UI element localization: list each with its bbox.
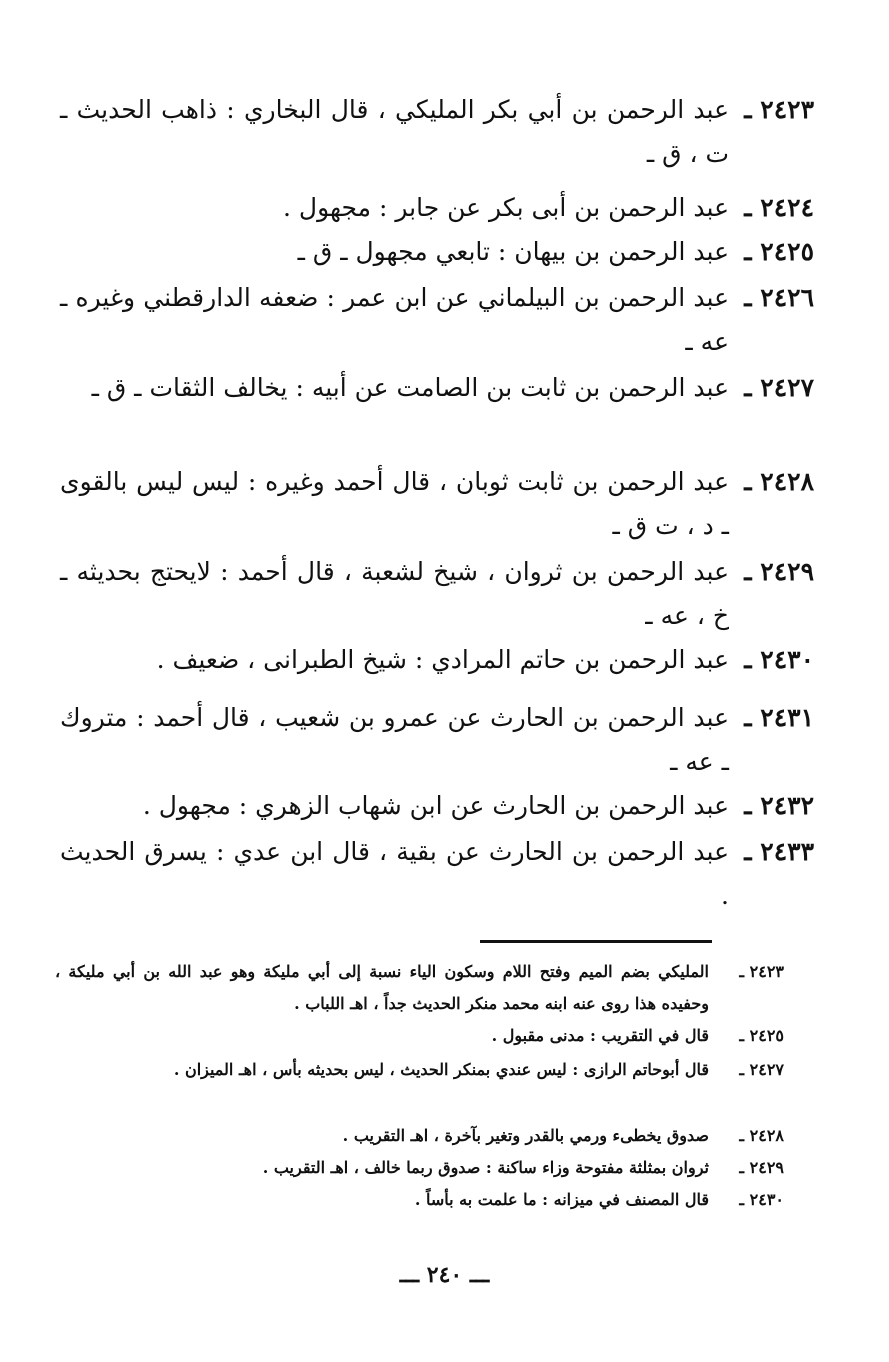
- footnote-separator: [480, 940, 712, 943]
- entry-text: عبد الرحمن بن ثروان ، شيخ لشعبة ، قال أحمد : لايحتج بحديثه ـ خ ، عه ـ: [60, 557, 729, 630]
- footnote-2428: [55, 1120, 784, 1152]
- entry-number: ٢٤٣٠ ـ: [744, 645, 814, 674]
- entry-2428: [60, 460, 814, 548]
- entry-number: ٢٤٣١ ـ: [744, 703, 814, 732]
- footnote-2427: [55, 1054, 784, 1086]
- entry-2429: [60, 550, 814, 638]
- entry-2423: [60, 88, 814, 176]
- entry-number: ٢٤٢٦ ـ: [744, 283, 814, 312]
- entry-text: عبد الرحمن بن الحارث عن بقية ، قال ابن عدي : يسرق الحديث .: [60, 837, 729, 910]
- entry-2425: [60, 230, 814, 274]
- entry-text: عبد الرحمن بن حاتم المرادي : شيخ الطبرانى ، ضعيف .: [156, 645, 729, 674]
- footnote-number: ٢٤٣٠ ـ: [739, 1190, 784, 1209]
- footnote-text: المليكي بضم الميم وفتح اللام وسكون الياء نسبة إلى أبي مليكة وهو عبد الله بن أبي مليكة ، وحفيده هذا روى عنه ابنه محمد منكر الحديث جداً ، اهـ اللباب .: [55, 962, 710, 1013]
- footnote-number: ٢٤٢٩ ـ: [739, 1158, 784, 1177]
- entry-2431: [60, 696, 814, 784]
- entry-text: عبد الرحمن بن البيلماني عن ابن عمر : ضعفه الدارقطني وغيره ـ عه ـ: [60, 283, 729, 356]
- entry-number: ٢٤٢٥ ـ: [744, 237, 814, 266]
- entry-number: ٢٤٣٢ ـ: [744, 791, 814, 820]
- entry-2430: [60, 638, 814, 682]
- entry-number: ٢٤٢٩ ـ: [744, 557, 814, 586]
- footnote-text: قال المصنف في ميزانه : ما علمت به بأساً .: [414, 1190, 709, 1209]
- entry-2426: [60, 276, 814, 364]
- footnote-number: ٢٤٢٨ ـ: [739, 1126, 784, 1145]
- entry-text: عبد الرحمن بن بيهان : تابعي مجهول ـ ق ـ: [297, 237, 729, 266]
- entry-text: عبد الرحمن بن الحارث عن عمرو بن شعيب ، قال أحمد : متروك ـ عه ـ: [60, 703, 729, 776]
- footnote-number: ٢٤٢٣ ـ: [739, 962, 784, 981]
- page-number: ـــ ٢٤٠ ـــ: [399, 1262, 490, 1288]
- footnote-text: قال أبوحاتم الرازى : ليس عندي بمنكر الحديث ، ليس بحديثه بأس ، اهـ الميزان .: [173, 1060, 709, 1079]
- footnote-2429: [55, 1152, 784, 1184]
- entry-text: عبد الرحمن بن ثابت بن الصامت عن أبيه : يخالف الثقات ـ ق ـ: [91, 373, 729, 402]
- entry-2433: [60, 830, 814, 918]
- footnote-text: قال في التقريب : مدنى مقبول .: [491, 1026, 709, 1045]
- entry-number: ٢٤٢٤ ـ: [744, 193, 814, 222]
- entry-2424: [60, 186, 814, 230]
- entry-text: عبد الرحمن بن ثابت ثوبان ، قال أحمد وغيره : ليس ليس بالقوى ـ د ، ت ق ـ: [60, 467, 729, 540]
- entry-number: ٢٤٣٣ ـ: [744, 837, 814, 866]
- entry-text: عبد الرحمن بن الحارث عن ابن شهاب الزهري : مجهول .: [142, 791, 729, 820]
- footnote-text: صدوق يخطىء ورمي بالقدر وتغير بآخرة ، اهـ التقريب .: [342, 1126, 709, 1145]
- entry-2432: [60, 784, 814, 828]
- footnote-number: ٢٤٢٧ ـ: [739, 1060, 784, 1079]
- entry-2427: [60, 366, 814, 410]
- entry-text: عبد الرحمن بن أبي بكر المليكي ، قال البخاري : ذاهب الحديث ـ ت ، ق ـ: [60, 95, 729, 168]
- footnote-number: ٢٤٢٥ ـ: [739, 1026, 784, 1045]
- footnote-text: ثروان بمثلثة مفتوحة وزاء ساكنة : صدوق ربما خالف ، اهـ التقريب .: [262, 1158, 709, 1177]
- entry-text: عبد الرحمن بن أبى بكر عن جابر : مجهول .: [283, 193, 729, 222]
- entry-number: ٢٤٢٧ ـ: [744, 373, 814, 402]
- footnote-2425: [55, 1020, 784, 1052]
- entry-number: ٢٤٢٨ ـ: [744, 467, 814, 496]
- footnote-2423: [55, 956, 784, 1020]
- footnote-2430: [55, 1184, 784, 1216]
- entry-number: ٢٤٢٣ ـ: [744, 95, 814, 124]
